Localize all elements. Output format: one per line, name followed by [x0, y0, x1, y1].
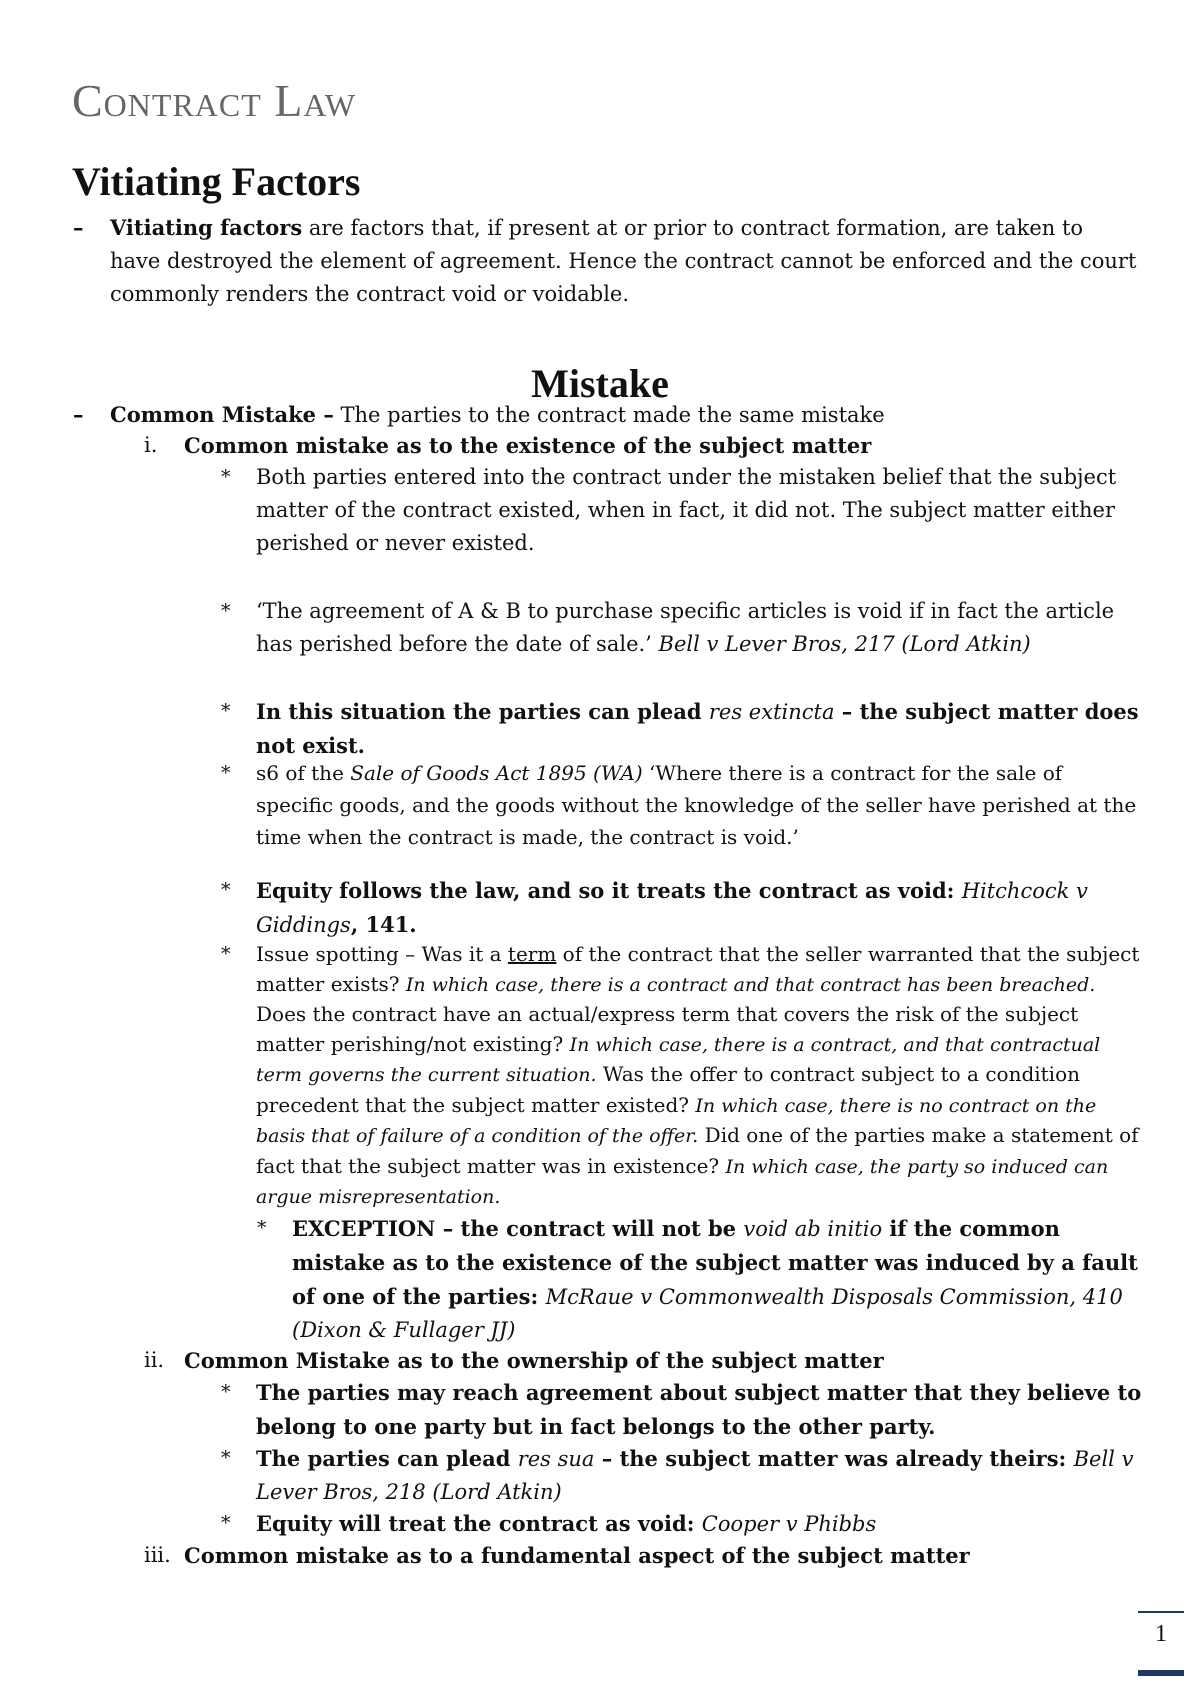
dash-bullet: –	[73, 402, 84, 427]
definition-text: The parties to the contract made the same mistake	[333, 403, 885, 427]
section-heading-fundamental	[144, 1539, 1144, 1573]
list-item	[221, 1507, 1144, 1541]
roman-numeral: i.	[144, 433, 158, 457]
italic-note: In which case, there is no contract on the basis that of failure of a condition of the offer.	[256, 1094, 1097, 1147]
text: Does the contract have an actual/express term that covers the risk of the subject matter perishing/not existing?	[256, 1002, 1079, 1056]
vitiating-factors-definition	[73, 211, 1140, 311]
bold-text: The parties can plead	[256, 1446, 518, 1471]
section-title: Common mistake as to a fundamental aspect of the subject matter	[184, 1543, 970, 1568]
case-citation: Bell v Lever Bros, 218 (Lord Atkin)	[256, 1447, 1134, 1504]
italic-note: In which case, there is a contract and that contract has been breached.	[405, 973, 1096, 996]
statute-quote: ‘Where there is a contract for the sale of specific goods, and the goods without the knowledge of the seller have perished at the time when the contract is made, the contract is void.’	[256, 761, 1137, 849]
common-mistake-definition	[73, 398, 1140, 432]
bold-text: Equity will treat the contract as void:	[256, 1511, 702, 1536]
section-heading-ownership	[144, 1344, 1144, 1378]
latin-term: res sua	[517, 1447, 595, 1471]
latin-term: res extincta	[708, 700, 835, 724]
asterisk-bullet: *	[221, 1512, 231, 1534]
bold-text: if the common mistake as to the existence of the subject matter was induced by a fault of one of the parties:	[292, 1216, 1138, 1309]
asterisk-bullet: *	[221, 1381, 231, 1403]
document-title: Contract Law	[72, 75, 357, 126]
exception-label: EXCEPTION –	[292, 1216, 454, 1241]
case-citation: Bell v Lever Bros, 217 (Lord Atkin)	[651, 632, 1031, 656]
heading-mistake: Mistake	[531, 361, 669, 406]
asterisk-bullet: *	[221, 700, 231, 722]
list-item	[221, 874, 1144, 942]
bold-text: Equity follows the law, and so it treats the contract as void:	[256, 878, 962, 903]
list-item	[221, 757, 1144, 853]
asterisk-bullet: *	[221, 879, 231, 901]
page-number-rule-bottom	[1138, 1670, 1184, 1676]
pinpoint: , 141.	[350, 912, 417, 937]
text: Issue spotting – Was it a	[256, 942, 508, 966]
list-item-exception	[257, 1212, 1144, 1347]
latin-term: void ab initio	[743, 1217, 883, 1241]
definition-text: are factors that, if present at or prior to contract formation, are taken to have destroyed the element of agreement. Hence the contract cannot be enforced and the court commonly renders the contract void or voidable.	[110, 216, 1137, 306]
text: of the contract that the seller warranted that the subject matter exists?	[256, 942, 1140, 996]
underlined-term: term	[507, 942, 557, 966]
text: s6 of the	[256, 761, 351, 785]
list-item	[221, 695, 1144, 763]
italic-note: In which case, the party so induced can argue misrepresentation.	[256, 1155, 1109, 1208]
italic-note: In which case, there is a contract, and that contractual term governs the current situation.	[256, 1033, 1101, 1086]
roman-numeral: iii.	[144, 1543, 171, 1567]
list-item	[221, 1442, 1144, 1509]
list-item	[221, 1376, 1144, 1444]
heading-vitiating-factors: Vitiating Factors	[72, 159, 361, 204]
dash-bullet: –	[73, 215, 84, 240]
case-name: Hitchcock v Giddings	[256, 879, 1088, 937]
bold-text: The parties may reach agreement about subject matter that they believe to belong to one party but in fact belongs to the other party.	[256, 1380, 1142, 1439]
section-title: Common Mistake as to the ownership of the subject matter	[184, 1348, 884, 1373]
section-heading-existence	[144, 429, 1144, 463]
page-number-rule-top	[1138, 1611, 1184, 1613]
text: Was the offer to contract subject to a condition precedent that the subject matter existed?	[256, 1062, 1081, 1117]
asterisk-bullet: *	[221, 1447, 231, 1469]
bold-text: the contract will not be	[453, 1216, 744, 1241]
bold-text: – the subject matter does not exist.	[256, 699, 1139, 758]
act-name: Sale of Goods Act 1895 (WA)	[350, 761, 643, 785]
page-number: 1	[1155, 1621, 1167, 1647]
case-name: Cooper v Phibbs	[701, 1512, 877, 1536]
term-vitiating-factors: Vitiating factors	[110, 215, 303, 240]
section-title: Common mistake as to the existence of the subject matter	[184, 433, 872, 458]
roman-numeral: ii.	[144, 1348, 165, 1372]
bold-text: – the subject matter was already theirs:	[594, 1446, 1074, 1471]
asterisk-bullet: *	[221, 600, 231, 622]
asterisk-bullet: *	[257, 1217, 267, 1239]
text: Did one of the parties make a statement of fact that the subject matter was in existence?	[256, 1123, 1139, 1178]
list-item-text: Both parties entered into the contract under the mistaken belief that the subject matter of the contract existed, when in fact, it did not. The subject matter either perished or never existed.	[256, 465, 1117, 555]
asterisk-bullet: *	[221, 943, 231, 965]
list-item-issue-spotting	[221, 940, 1144, 1213]
case-citation: McRaue v Commonwealth Disposals Commission, 410 (Dixon & Fullager JJ)	[292, 1285, 1123, 1342]
asterisk-bullet: *	[221, 466, 231, 488]
asterisk-bullet: *	[221, 762, 231, 784]
list-item	[221, 595, 1144, 661]
bold-text: In this situation the parties can plead	[256, 699, 709, 724]
list-item	[221, 461, 1144, 560]
term-common-mistake: Common Mistake –	[110, 402, 334, 427]
quote-text: ‘The agreement of A & B to purchase specific articles is void if in fact the article has perished before the date of sale.’	[256, 599, 1115, 656]
